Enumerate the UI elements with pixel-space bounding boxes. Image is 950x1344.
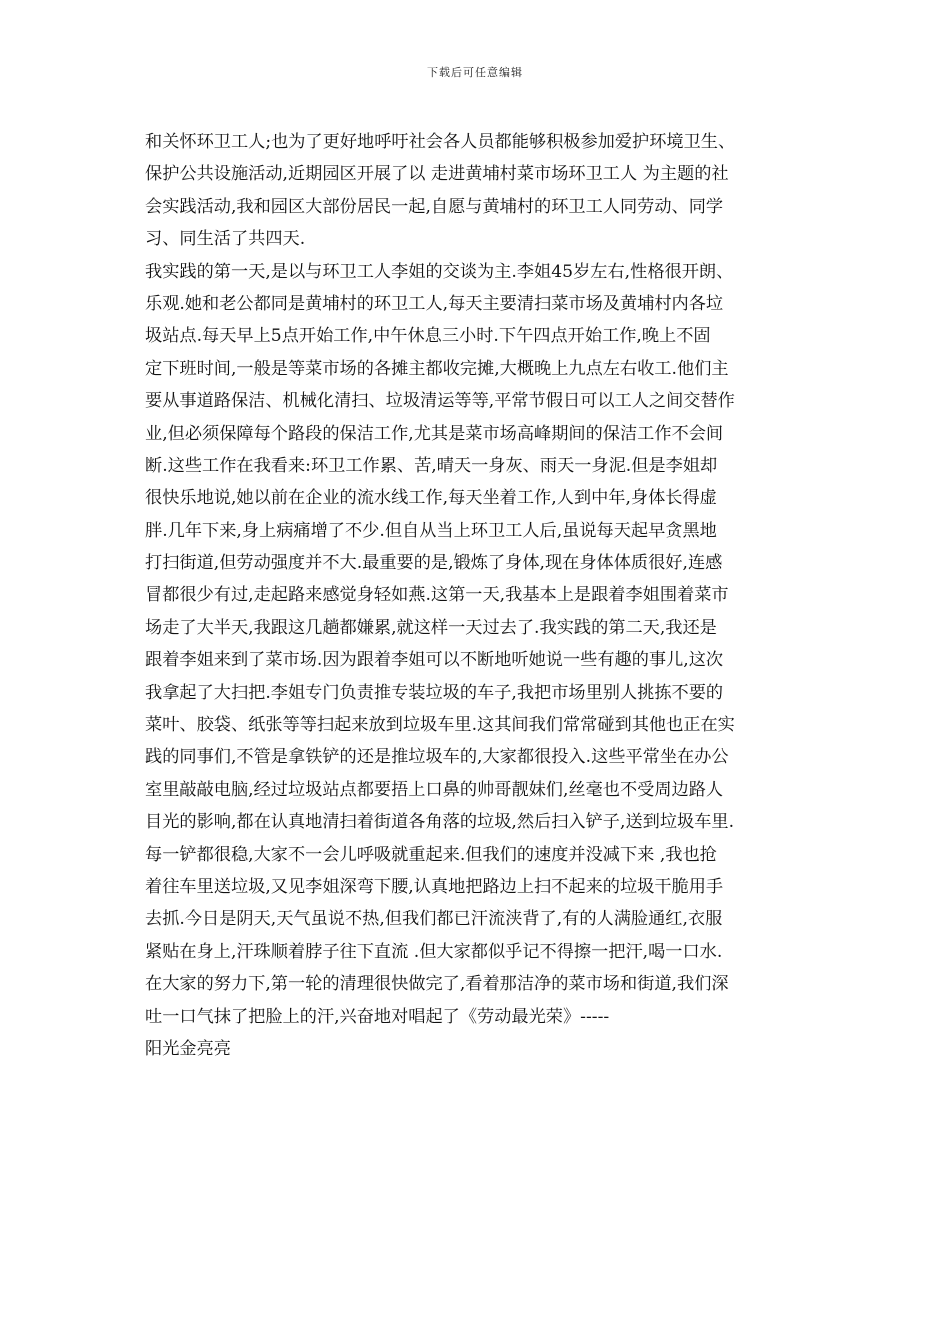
text-line: 乐观.她和老公都同是黄埔村的环卫工人,每天主要清扫菜市场及黄埔村内各垃 (145, 293, 724, 314)
text-line: 会实践活动,我和园区大部份居民一起,自愿与黄埔村的环卫工人同劳动、同学 (145, 196, 724, 217)
text-line: 冒都很少有过,走起路来感觉身轻如燕.这第一天,我基本上是跟着李姐围着菜市 (145, 585, 729, 606)
text-line: 去抓.今日是阴天,天气虽说不热,但我们都已汗流浃背了,有的人满脸通红,衣服 (145, 909, 723, 930)
document-body (145, 126, 813, 1065)
text-line: 保护公共设施活动,近期园区开展了以 走进黄埔村菜市场环卫工人 为主题的社 (145, 164, 729, 185)
text-line: 很快乐地说,她以前在企业的流水线工作,每天坐着工作,人到中年,身体长得虚 (145, 488, 717, 509)
text-line: 在大家的努力下,第一轮的清理很快做完了,看着那洁净的菜市场和街道,我们深 (145, 974, 729, 995)
text-line: 吐一口气抹了把脸上的汗,兴奋地对唱起了《劳动最光荣》----- (145, 1006, 610, 1027)
text-line: 习、同生活了共四天. (145, 229, 306, 250)
text-line: 菜叶、胶袋、纸张等等扫起来放到垃圾车里.这其间我们常常碰到其他也正在实 (145, 715, 735, 736)
text-line: 我拿起了大扫把.李姐专门负责推专装垃圾的车子,我把市场里别人挑拣不要的 (145, 682, 724, 703)
text-line: 要从事道路保洁、机械化清扫、垃圾清运等等,平常节假日可以工人之间交替作 (145, 391, 735, 412)
text-line: 紧贴在身上,汗珠顺着脖子往下直流 .但大家都似乎记不得擦一把汗,喝一口水. (145, 941, 723, 962)
text-line: 定下班时间,一般是等菜市场的各摊主都收完摊,大概晚上九点左右收工.他们主 (145, 358, 729, 379)
text-line: 跟着李姐来到了菜市场.因为跟着李姐可以不断地听她说一些有趣的事儿,这次 (145, 650, 724, 671)
text-line: 胖.几年下来,身上病痛增了不少.但自从当上环卫工人后,虽说每天起早贪黑地 (145, 520, 717, 541)
text-line: 阳光金亮亮 (145, 1038, 231, 1059)
text-line: 和关怀环卫工人;也为了更好地呼吁社会各人员都能够积极参加爱护环境卫生、 (145, 132, 736, 152)
text-line: 每一铲都很稳,大家不一会儿呼吸就重起来.但我们的速度并没减下来 ,我也抢 (145, 844, 717, 865)
text-line: 室里敲敲电脑,经过垃圾站点都要捂上口鼻的帅哥靓妹们,丝毫也不受周边路人 (145, 779, 724, 800)
text-line: 着往车里送垃圾,又见李姐深弯下腰,认真地把路边上扫不起来的垃圾干脆用手 (145, 876, 724, 897)
text-line: 打扫街道,但劳动强度并不大.最重要的是,锻炼了身体,现在身体体质很好,连感 (145, 553, 723, 574)
text-line: 践的同事们,不管是拿铁铲的还是推垃圾车的,大家都很投入.这些平常坐在办公 (145, 747, 729, 768)
text-line: 我实践的第一天,是以与环卫工人李姐的交谈为主.李姐45岁左右,性格很开朗、 (145, 261, 734, 282)
text-line: 场走了大半天,我跟这几趟都嫌累,就这样一天过去了.我实践的第二天,我还是 (145, 617, 717, 638)
page-header: 下载后可任意编辑 (427, 66, 523, 79)
text-line: 圾站点.每天早上5点开始工作,中午休息三小时.下午四点开始工作,晚上不固 (145, 326, 711, 347)
text-line: 业,但必须保障每个路段的保洁工作,尤其是菜市场高峰期间的保洁工作不会间 (145, 423, 724, 444)
text-line: 断.这些工作在我看来:环卫工作累、苦,晴天一身灰、雨天一身泥.但是李姐却 (145, 455, 718, 476)
text-line: 目光的影响,都在认真地清扫着街道各角落的垃圾,然后扫入铲子,送到垃圾车里. (145, 812, 735, 833)
